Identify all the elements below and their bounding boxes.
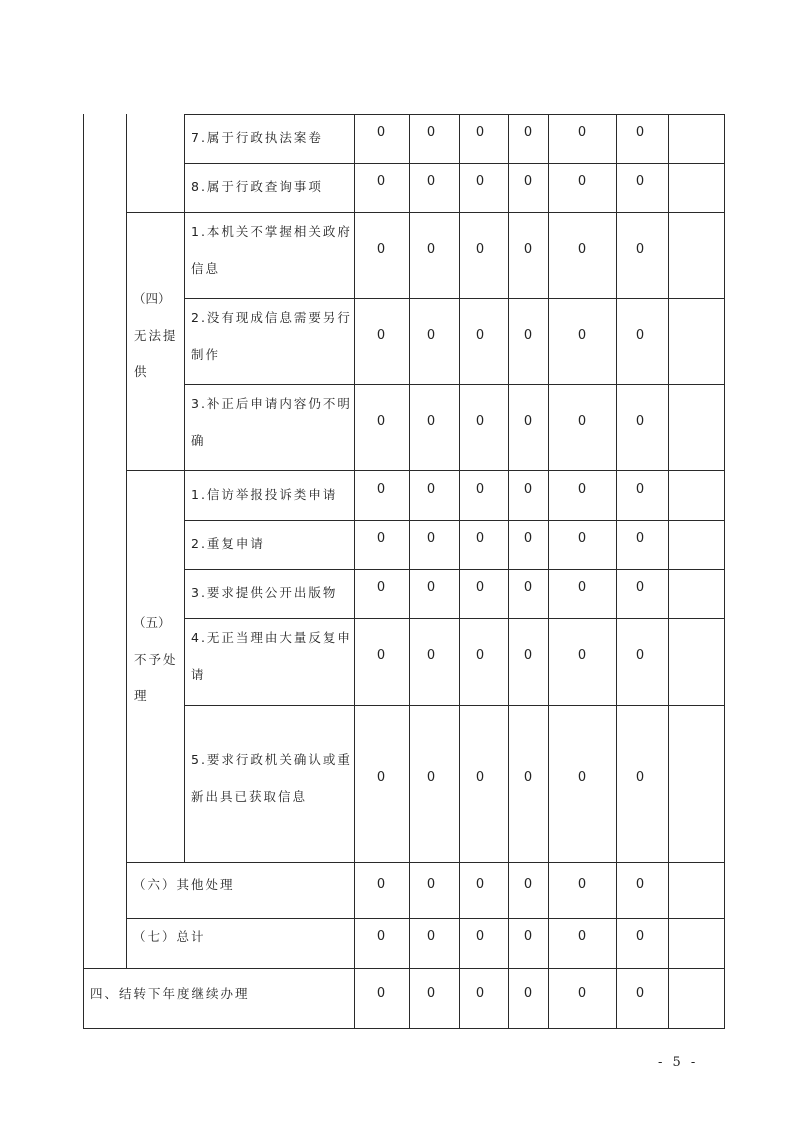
cell-value: 0 (577, 242, 587, 257)
table-rule (409, 114, 410, 1029)
table-rule (184, 298, 724, 299)
table-rule (126, 862, 724, 863)
table-rule (83, 968, 724, 969)
table-rule (508, 114, 509, 1029)
section-5-title: 不予处 (134, 652, 178, 667)
cell-value: 0 (577, 482, 587, 497)
table-rule (126, 114, 127, 968)
cell-value: 0 (635, 125, 645, 140)
table-rule (724, 114, 725, 1029)
cell-value: 0 (577, 531, 587, 546)
cell-value: 0 (523, 531, 533, 546)
cell-value: 0 (635, 328, 645, 343)
table-rule (184, 384, 724, 385)
cell-value: 0 (376, 414, 386, 429)
cell-value: 0 (376, 174, 386, 189)
table-rule (184, 618, 724, 619)
cell-value: 0 (475, 877, 485, 892)
table-rule (126, 470, 724, 471)
cell-value: 0 (577, 125, 587, 140)
cell-value: 0 (577, 770, 587, 785)
section-4-title: 无法提 (134, 328, 178, 343)
cell-value: 0 (475, 531, 485, 546)
row-label: 信息 (191, 261, 221, 276)
row-label: 8.属于行政查询事项 (191, 179, 323, 194)
cell-value: 0 (426, 242, 436, 257)
table-rule (184, 114, 185, 862)
cell-value: 0 (523, 580, 533, 595)
cell-value: 0 (376, 531, 386, 546)
cell-value: 0 (577, 877, 587, 892)
cell-value: 0 (376, 986, 386, 1001)
cell-value: 0 (635, 877, 645, 892)
cell-value: 0 (523, 770, 533, 785)
cell-value: 0 (376, 328, 386, 343)
table-rule (354, 114, 355, 1029)
row-label: 3.补正后申请内容仍不明 (191, 396, 352, 411)
row-label: 新出具已获取信息 (191, 789, 308, 804)
row-label: 确 (191, 433, 206, 448)
cell-value: 0 (475, 414, 485, 429)
cell-value: 0 (635, 770, 645, 785)
cell-value: 0 (426, 770, 436, 785)
cell-value: 0 (475, 986, 485, 1001)
cell-value: 0 (635, 986, 645, 1001)
cell-value: 0 (523, 929, 533, 944)
page-number: - 5 - (658, 1055, 699, 1070)
cell-value: 0 (523, 986, 533, 1001)
cell-value: 0 (577, 174, 587, 189)
table-rule (459, 114, 460, 1029)
cell-value: 0 (635, 929, 645, 944)
table-rule (548, 114, 549, 1029)
cell-value: 0 (426, 648, 436, 663)
table-rule (126, 212, 724, 213)
cell-value: 0 (523, 877, 533, 892)
cell-value: 0 (426, 125, 436, 140)
cell-value: 0 (635, 482, 645, 497)
row-label: 7.属于行政执法案卷 (191, 130, 323, 145)
cell-value: 0 (426, 877, 436, 892)
cell-value: 0 (635, 648, 645, 663)
row-label: 请 (191, 667, 206, 682)
cell-value: 0 (426, 328, 436, 343)
row-label: 制作 (191, 347, 221, 362)
cell-value: 0 (523, 328, 533, 343)
cell-value: 0 (475, 648, 485, 663)
cell-value: 0 (426, 929, 436, 944)
table-rule (184, 705, 724, 706)
cell-value: 0 (635, 242, 645, 257)
cell-value: 0 (426, 414, 436, 429)
row-label: 4.无正当理由大量反复申 (191, 630, 352, 645)
cell-value: 0 (426, 482, 436, 497)
cell-value: 0 (376, 929, 386, 944)
cell-value: 0 (577, 414, 587, 429)
cell-value: 0 (426, 580, 436, 595)
cell-value: 0 (577, 929, 587, 944)
table-rule (184, 114, 724, 115)
cell-value: 0 (426, 986, 436, 1001)
cell-value: 0 (577, 648, 587, 663)
cell-value: 0 (523, 648, 533, 663)
cell-value: 0 (523, 482, 533, 497)
table-rule (184, 569, 724, 570)
section-4-paren: （四） (133, 291, 171, 306)
cell-value: 0 (376, 770, 386, 785)
cell-value: 0 (376, 125, 386, 140)
cell-value: 0 (475, 242, 485, 257)
table-rule (184, 520, 724, 521)
section-5-title: 理 (134, 688, 149, 703)
cell-value: 0 (475, 328, 485, 343)
row-label: 3.要求提供公开出版物 (191, 585, 338, 600)
section-5-paren: （五） (133, 615, 171, 630)
cell-value: 0 (376, 580, 386, 595)
table-rule (668, 114, 669, 1029)
cell-value: 0 (523, 414, 533, 429)
section-4-title: 供 (134, 364, 149, 379)
cell-value: 0 (475, 482, 485, 497)
cell-value: 0 (523, 242, 533, 257)
cell-value: 0 (376, 482, 386, 497)
cell-value: 0 (523, 125, 533, 140)
cell-value: 0 (426, 174, 436, 189)
cell-value: 0 (577, 328, 587, 343)
cell-value: 0 (577, 986, 587, 1001)
cell-value: 0 (577, 580, 587, 595)
row-label: 1.信访举报投诉类申请 (191, 487, 338, 502)
cell-value: 0 (523, 174, 533, 189)
table-rule (83, 114, 84, 1029)
cell-value: 0 (426, 531, 436, 546)
cell-value: 0 (475, 580, 485, 595)
row-label: 5.要求行政机关确认或重 (191, 752, 352, 767)
row-label: 2.没有现成信息需要另行 (191, 310, 352, 325)
cell-value: 0 (475, 125, 485, 140)
row-label: 四、结转下年度继续办理 (90, 986, 250, 1001)
cell-value: 0 (475, 174, 485, 189)
cell-value: 0 (475, 929, 485, 944)
cell-value: 0 (635, 174, 645, 189)
cell-value: 0 (376, 877, 386, 892)
row-label: 2.重复申请 (191, 536, 265, 551)
table-rule (616, 114, 617, 1029)
table-rule (184, 163, 724, 164)
table-rule (83, 1028, 724, 1029)
row-label: （七）总计 (133, 929, 206, 944)
row-label: 1.本机关不掌握相关政府 (191, 224, 352, 239)
cell-value: 0 (376, 648, 386, 663)
table-rule (126, 918, 724, 919)
cell-value: 0 (635, 531, 645, 546)
cell-value: 0 (635, 414, 645, 429)
row-label: （六）其他处理 (133, 877, 235, 892)
cell-value: 0 (475, 770, 485, 785)
cell-value: 0 (376, 242, 386, 257)
cell-value: 0 (635, 580, 645, 595)
